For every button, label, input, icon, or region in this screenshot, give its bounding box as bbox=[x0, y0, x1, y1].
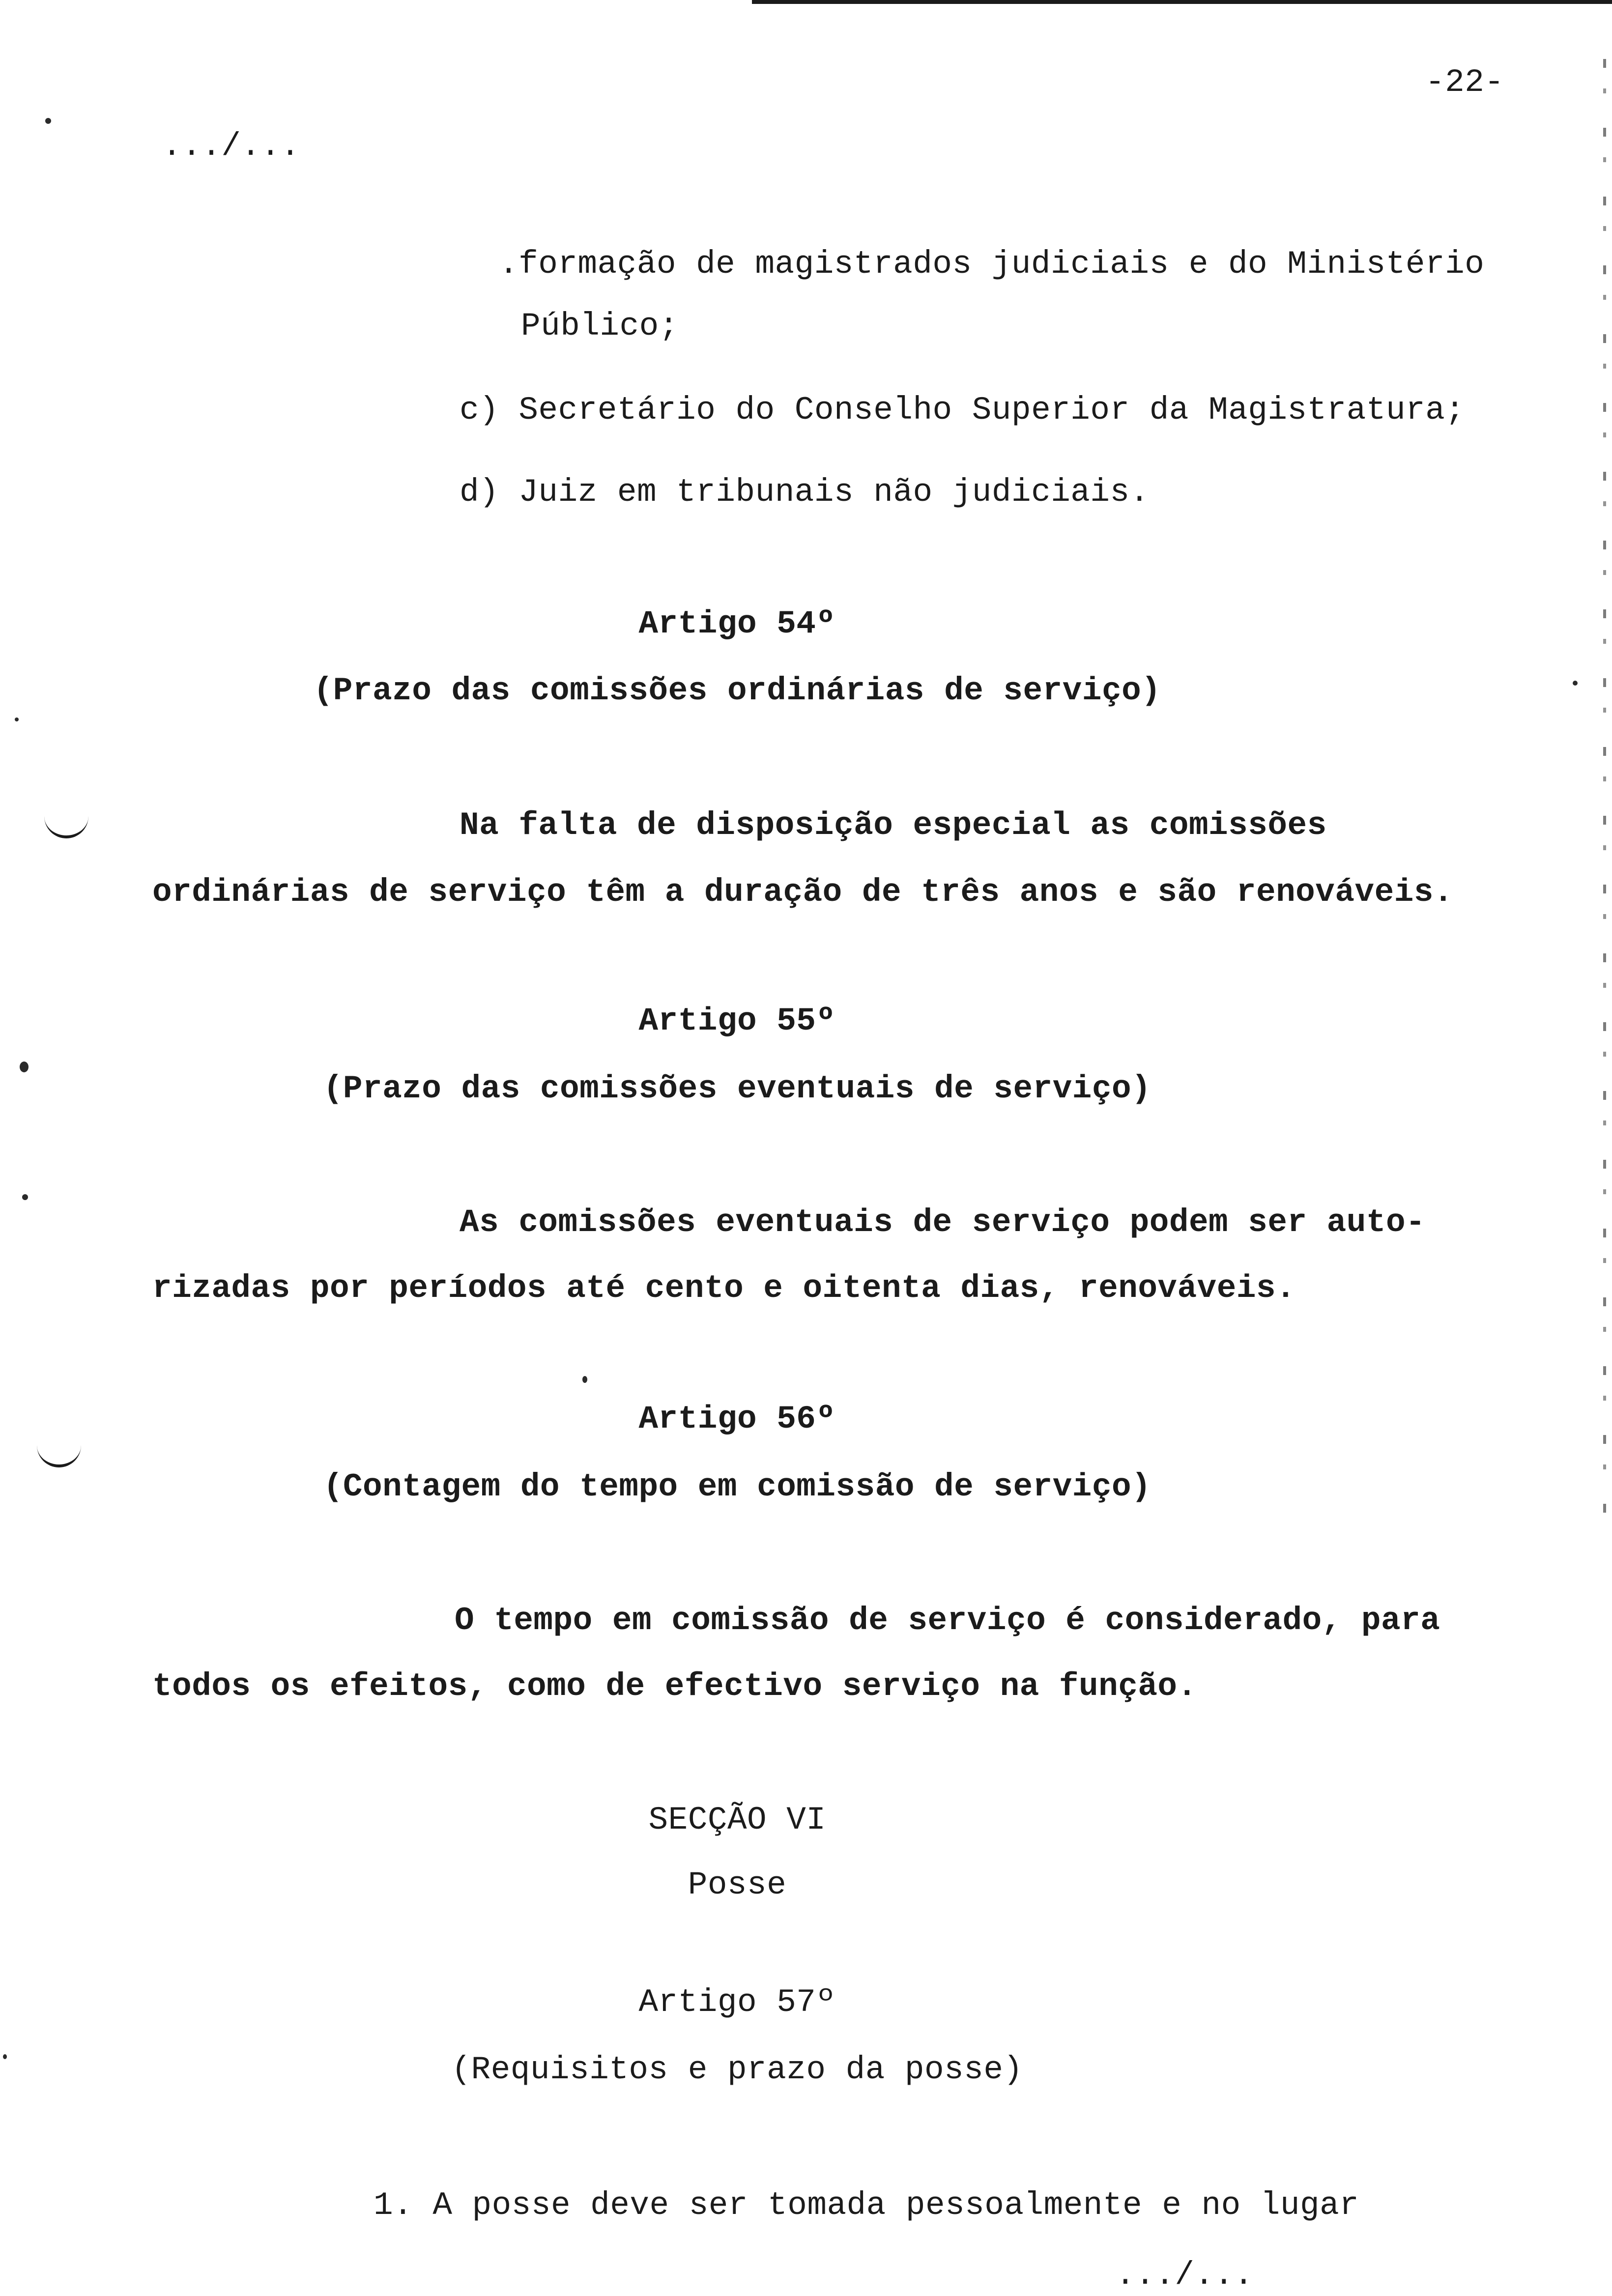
article-57-body-line-1: 1. A posse deve ser tomada pessoalmente e no lugar bbox=[374, 2187, 1359, 2224]
article-56-body-line-1: O tempo em comissão de serviço é considerado, para bbox=[455, 1602, 1440, 1639]
section-title: SECÇÃO VI bbox=[648, 1802, 826, 1838]
continued-text-line-1: .formação de magistrados judiciais e do Ministério bbox=[499, 246, 1485, 283]
section-subtitle: Posse bbox=[688, 1866, 787, 1903]
article-54-heading: Artigo 54º bbox=[638, 605, 836, 642]
article-56-heading: Artigo 56º bbox=[638, 1401, 836, 1437]
article-54-body-line-1: Na falta de disposição especial as comissões bbox=[460, 807, 1327, 844]
article-54-body-line-2: ordinárias de serviço têm a duração de três anos e são renováveis. bbox=[152, 874, 1454, 911]
list-item-d: d) Juiz em tribunais não judiciais. bbox=[460, 474, 1150, 511]
article-55-subtitle: (Prazo das comissões eventuais de serviço) bbox=[323, 1070, 1151, 1107]
scan-mark-curve bbox=[44, 816, 88, 838]
article-56-body-line-2: todos os efeitos, como de efectivo serviço na função. bbox=[152, 1668, 1197, 1705]
article-57-subtitle: (Requisitos e prazo da posse) bbox=[451, 2051, 1023, 2088]
scan-speck bbox=[22, 1194, 28, 1200]
scan-mark-curve bbox=[37, 1445, 81, 1467]
list-item-c: c) Secretário do Conselho Superior da Magistratura; bbox=[460, 392, 1465, 429]
article-57-heading: Artigo 57º bbox=[638, 1984, 836, 2021]
scan-speck bbox=[20, 1062, 29, 1072]
article-56-subtitle: (Contagem do tempo em comissão de serviço) bbox=[323, 1468, 1151, 1505]
page-number: -22- bbox=[1425, 64, 1504, 101]
article-55-body-line-2: rizadas por períodos até cento e oitenta dias, renováveis. bbox=[152, 1270, 1296, 1307]
continuation-top: .../... bbox=[162, 128, 300, 165]
continued-text-line-2: Público; bbox=[521, 308, 679, 344]
scan-speck bbox=[1573, 681, 1578, 686]
continuation-bottom: .../... bbox=[1116, 2257, 1254, 2294]
scan-speck bbox=[15, 718, 19, 721]
scan-edge-artifact bbox=[1603, 59, 1606, 1533]
scan-speck bbox=[582, 1376, 587, 1383]
article-54-subtitle: (Prazo das comissões ordinárias de serviço) bbox=[313, 672, 1161, 709]
top-rule bbox=[752, 0, 1612, 4]
scan-speck bbox=[3, 2054, 7, 2059]
article-55-body-line-1: As comissões eventuais de serviço podem ser auto- bbox=[460, 1204, 1426, 1241]
scan-speck bbox=[45, 118, 51, 124]
article-55-heading: Artigo 55º bbox=[638, 1003, 836, 1039]
